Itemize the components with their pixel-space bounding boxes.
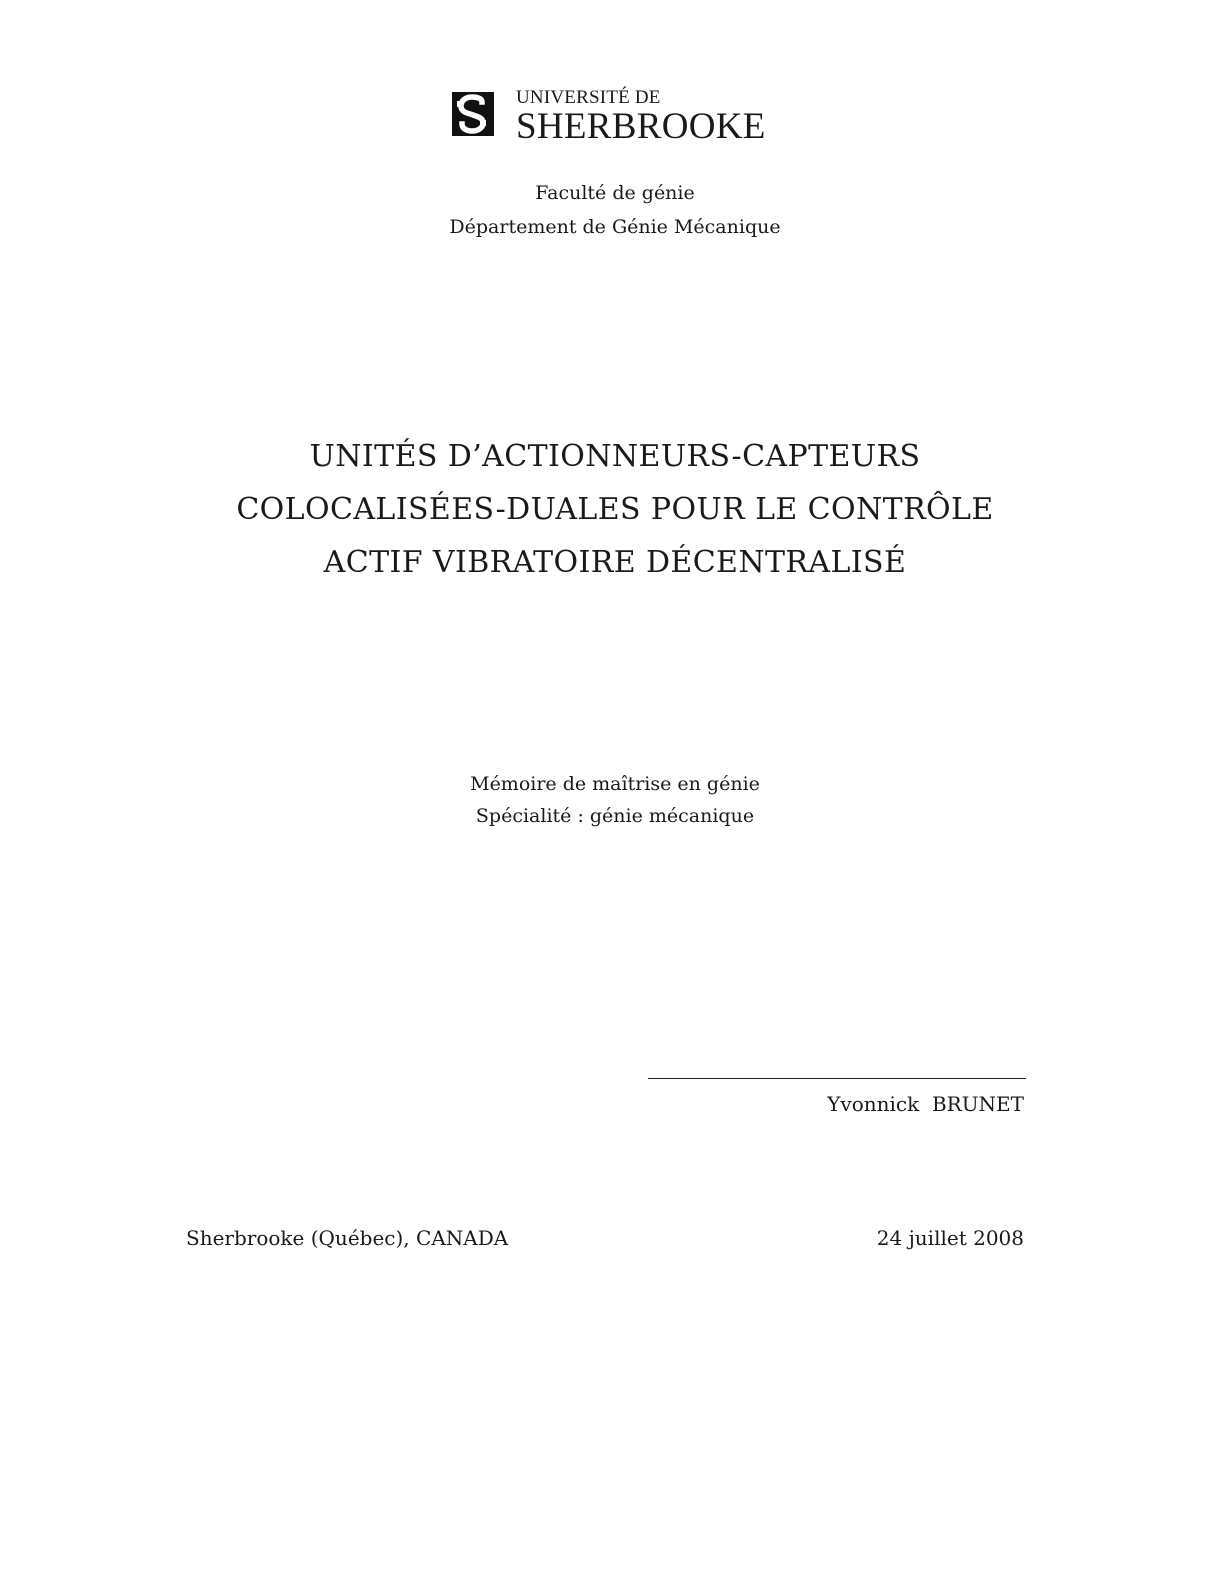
date: 24 juillet 2008 xyxy=(876,1226,1024,1250)
title-line-2: COLOCALISÉES-DUALES POUR LE CONTRÔLE xyxy=(236,492,994,527)
faculty-block xyxy=(0,176,1230,244)
logo-university-de: UNIVERSITÉ DE xyxy=(516,87,661,108)
place: Sherbrooke (Québec), CANADA xyxy=(186,1226,509,1250)
faculty-name: Faculté de génie xyxy=(535,182,695,204)
degree-specialty: Spécialité : génie mécanique xyxy=(475,805,755,827)
university-logo xyxy=(452,88,766,145)
department-name: Département de Génie Mécanique xyxy=(449,216,781,238)
title-line-3: ACTIF VIBRATOIRE DÉCENTRALISÉ xyxy=(323,545,907,580)
signature-line xyxy=(648,1078,1026,1079)
author-name: Yvonnick BRUNET xyxy=(827,1092,1024,1116)
degree-block xyxy=(0,768,1230,832)
logo-sherbrooke: SHERBROOKE xyxy=(516,106,766,147)
university-emblem-icon xyxy=(452,92,494,136)
title-line-1: UNITÉS D’ACTIONNEURS-CAPTEURS xyxy=(309,439,921,474)
thesis-title xyxy=(0,430,1230,589)
degree-type: Mémoire de maîtrise en génie xyxy=(470,773,760,795)
